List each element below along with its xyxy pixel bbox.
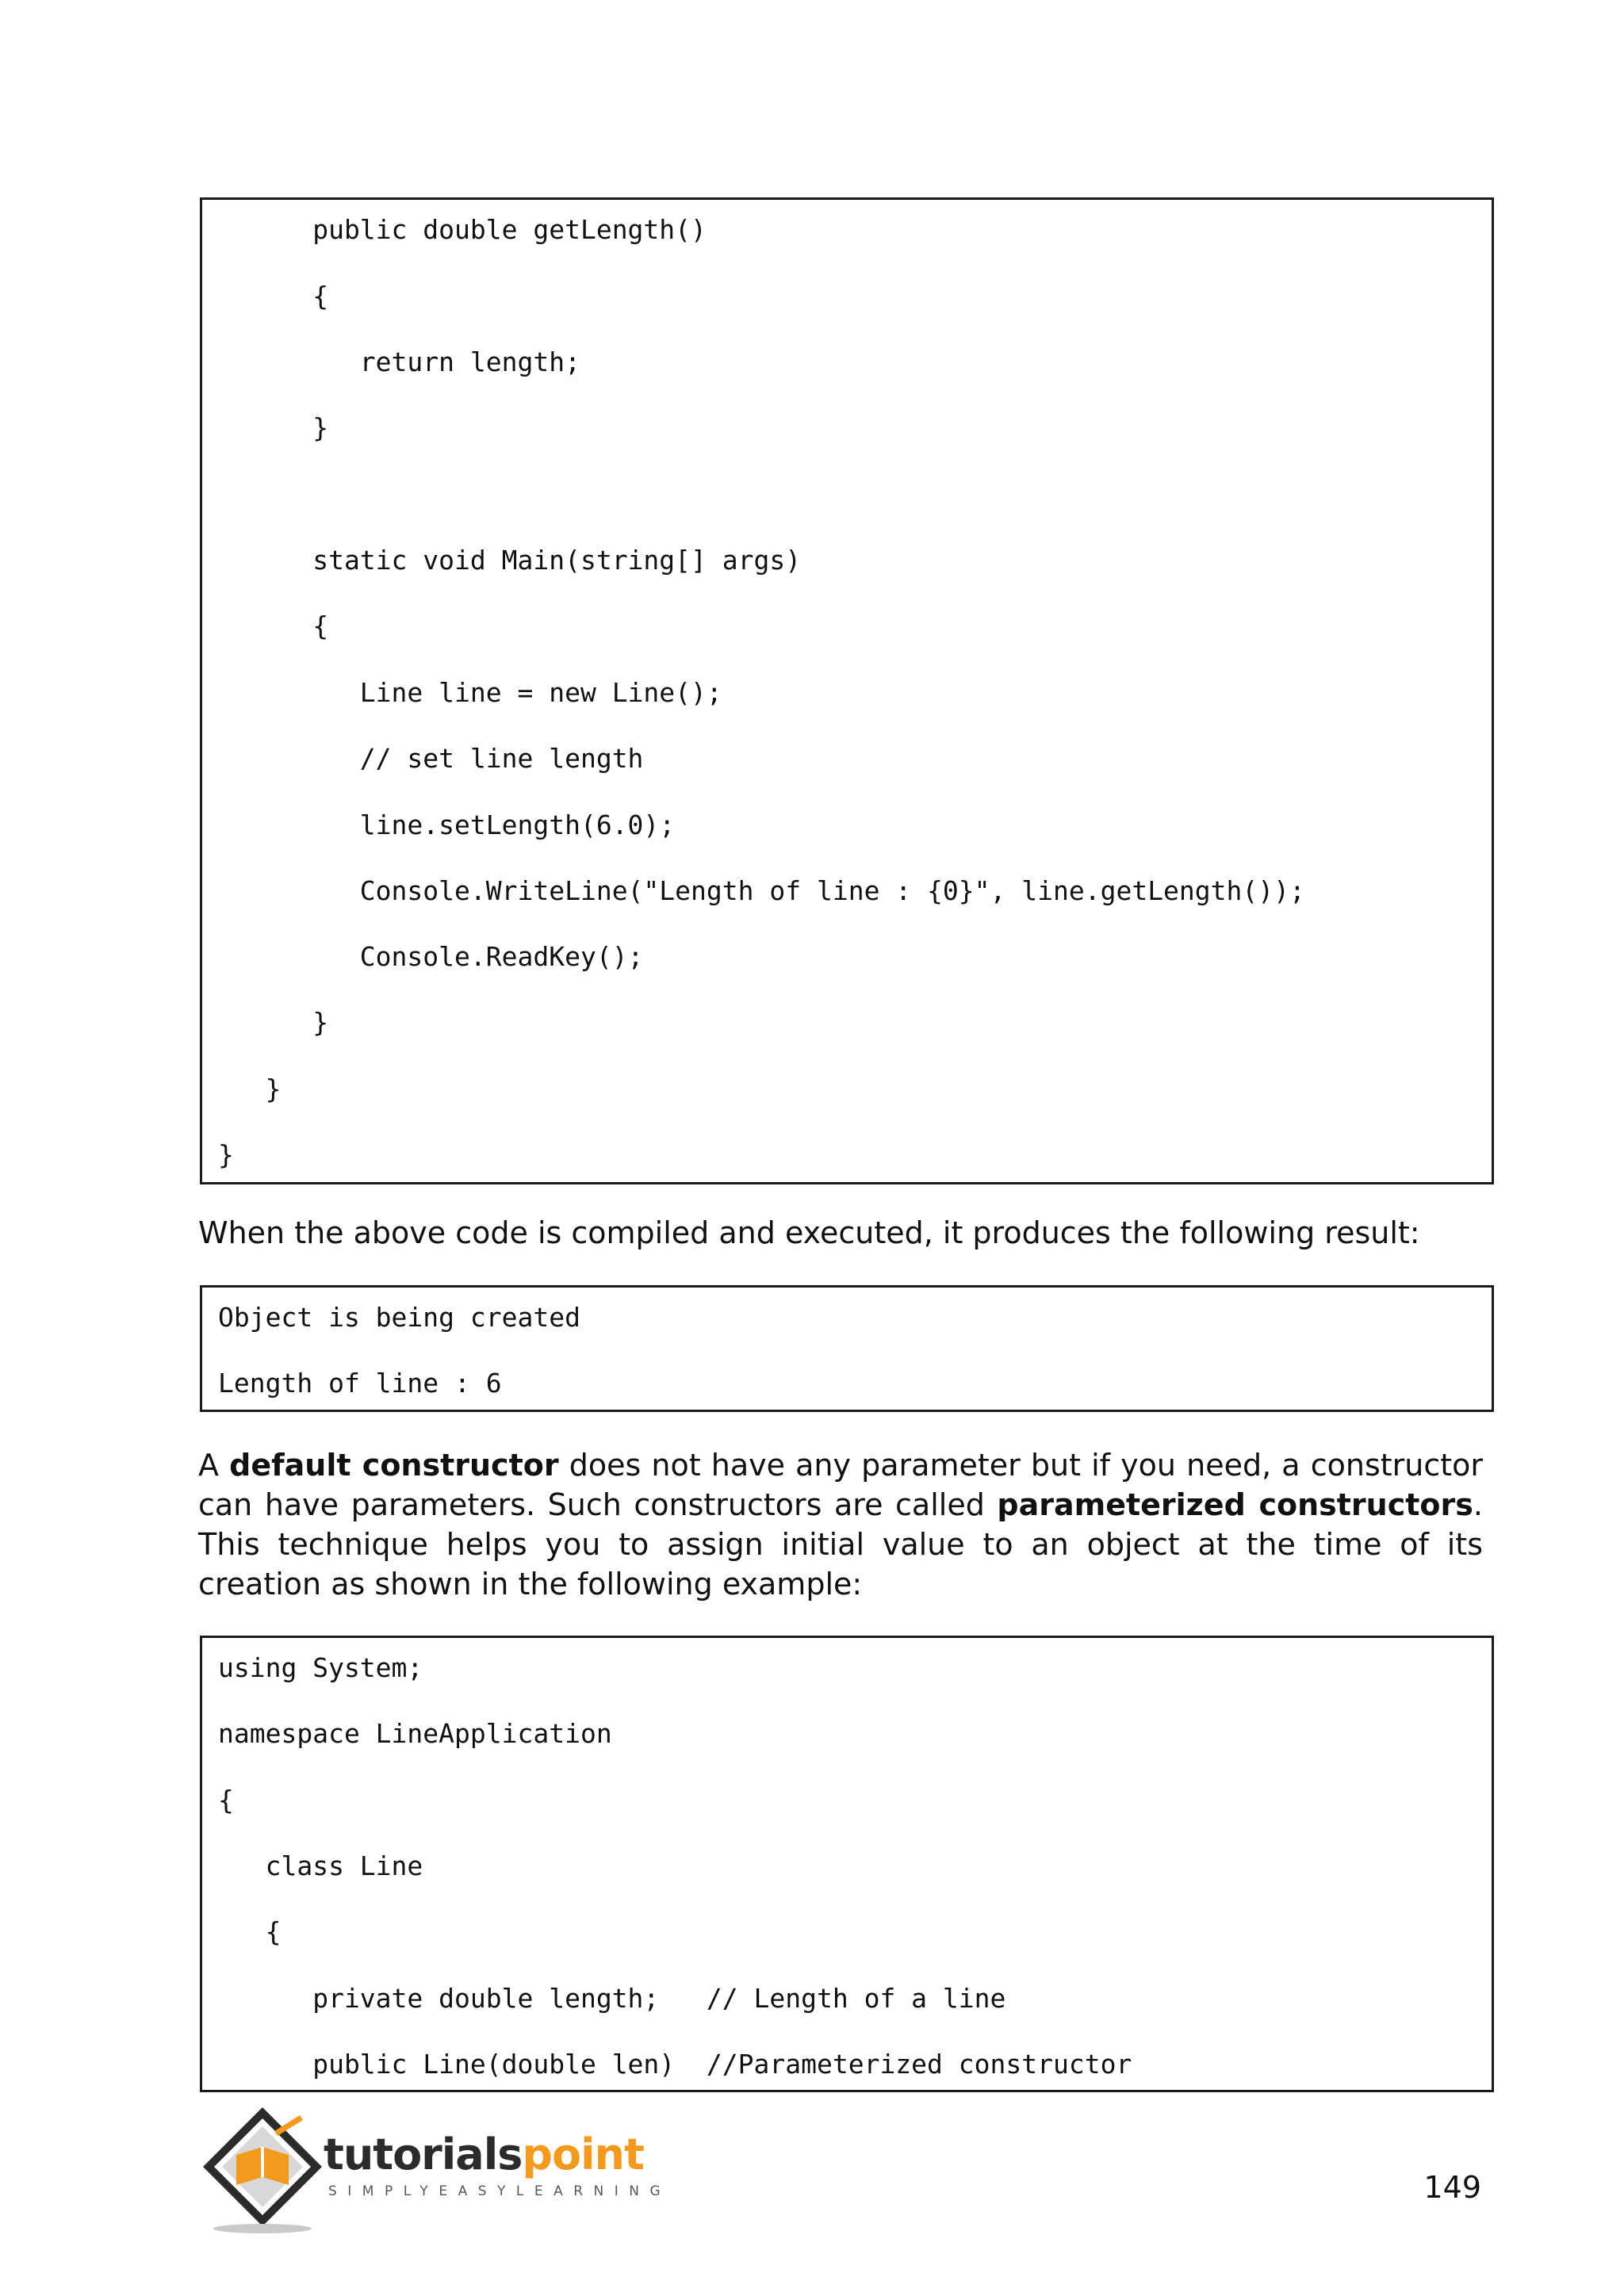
code-line: // set line length xyxy=(218,743,644,774)
paragraph-text: . This technique helps you to assign initial value to an object at the time of its creation as shown in the following example: xyxy=(198,1487,1483,1601)
code-line: { xyxy=(218,1785,234,1816)
logo-diamond-icon xyxy=(195,2099,330,2234)
code-line: { xyxy=(218,610,329,641)
term-default-constructor: default constructor xyxy=(229,1448,559,1483)
code-line: line.setLength(6.0); xyxy=(218,809,676,840)
code-line: { xyxy=(218,281,329,312)
code-line: Console.ReadKey(); xyxy=(218,941,644,972)
code-line: public double getLength() xyxy=(218,214,707,245)
code-line: namespace LineApplication xyxy=(218,1718,612,1749)
code-line: using System; xyxy=(218,1652,423,1683)
page-number: 149 xyxy=(1423,2170,1481,2205)
term-parameterized-constructors: parameterized constructors xyxy=(997,1487,1473,1522)
code-line: } xyxy=(218,1139,234,1170)
paragraph-text: A xyxy=(198,1448,230,1483)
code-line: class Line xyxy=(218,1850,423,1881)
paragraph-text: does not have any parameter but if you need, a constructor can have parameters. Such constructors are called xyxy=(198,1448,1484,1522)
code-line: { xyxy=(218,1916,282,1947)
constructor-paragraph xyxy=(198,1445,1483,1604)
tutorialspoint-logo xyxy=(195,2099,671,2234)
code-line: return length; xyxy=(218,346,580,377)
output-line: Object is being created xyxy=(218,1302,580,1333)
logo-tagline: SIMPLYEASYLEARNING xyxy=(328,2183,672,2199)
code-line: } xyxy=(218,1007,329,1038)
code-line: } xyxy=(218,1073,282,1104)
code-block-2 xyxy=(200,1636,1494,2092)
logo-wordmark xyxy=(324,2131,644,2179)
result-intro-text: When the above code is compiled and executed, it produces the following result: xyxy=(198,1215,1420,1250)
code-line: Line line = new Line(); xyxy=(218,677,722,708)
code-line: static void Main(string[] args) xyxy=(218,545,802,576)
code-block-1 xyxy=(200,197,1494,1184)
code-line: } xyxy=(218,412,329,443)
code-line: private double length; // Length of a line xyxy=(218,1983,1006,2014)
code-line: public Line(double len) //Parameterized constructor xyxy=(218,2049,1132,2080)
code-line: Console.WriteLine("Length of line : {0}", line.getLength()); xyxy=(218,875,1305,906)
output-block xyxy=(200,1285,1494,1412)
logo-word-tutorials: tutorials xyxy=(324,2130,523,2179)
output-line: Length of line : 6 xyxy=(218,1368,502,1399)
logo-word-point: point xyxy=(522,2130,644,2179)
